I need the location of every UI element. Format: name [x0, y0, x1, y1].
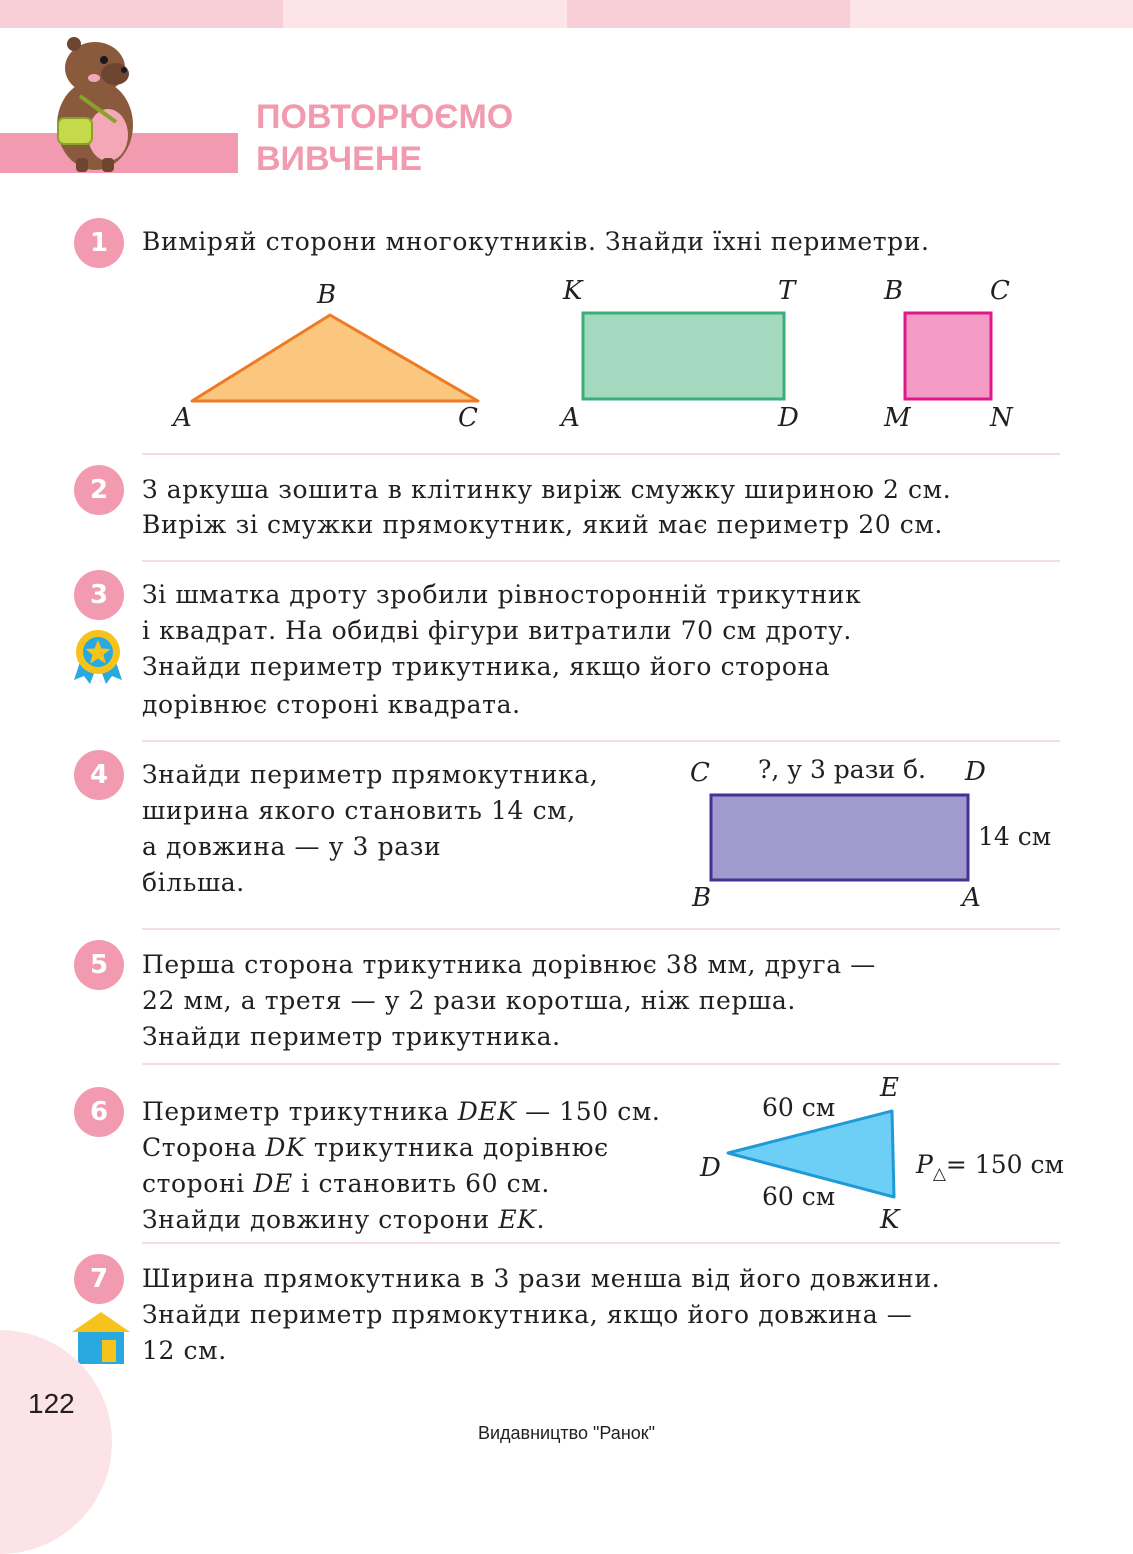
task3-line1: Зі шматка дроту зробили рівносторонній трикутник — [142, 580, 862, 609]
task-number-3: 3 — [74, 570, 124, 620]
task6-line4-a: Знайди довжину сторони — [142, 1205, 499, 1234]
fig4-top-label: ?, у 3 рази б. — [758, 755, 926, 784]
task-number-4: 4 — [74, 750, 124, 800]
separator-1 — [142, 453, 1060, 455]
triangle-label-a: A — [173, 403, 192, 433]
fig4-side-label: 14 см — [978, 822, 1052, 851]
house-icon — [70, 1310, 132, 1366]
triangle-abc — [180, 305, 490, 410]
task6-line3-a: стороні — [142, 1169, 254, 1198]
fig4-label-b: B — [692, 883, 712, 913]
task7-line1: Ширина прямокутника в 3 рази менша від його довжини. — [142, 1264, 941, 1293]
rect-label-d: D — [778, 403, 799, 433]
fig6-p-value: = 150 см — [945, 1150, 1064, 1179]
task2-line2: Виріж зі смужки прямокутник, який має периметр 20 см. — [142, 510, 943, 539]
publisher: Видавництво "Ранок" — [477, 1423, 656, 1443]
square-label-c: C — [990, 276, 1010, 306]
fig6-label-d: D — [700, 1153, 721, 1183]
square-label-m: M — [884, 403, 911, 433]
fig4-label-d: D — [965, 757, 986, 787]
task4-line2: ширина якого становить 14 см, — [142, 796, 576, 825]
task6-line2-a: Сторона — [142, 1133, 266, 1162]
fig4-label-c: C — [690, 758, 710, 788]
fig6-label-k: K — [880, 1205, 900, 1235]
task6-line4-b: EK — [498, 1205, 537, 1234]
task1-text: Виміряй сторони многокутників. Знайди їхні периметри. — [142, 227, 930, 256]
task6-line2-b: DK — [265, 1133, 306, 1162]
task3-line2: і квадрат. На обидві фігури витратили 70 см дроту. — [142, 616, 852, 645]
fig6-perimeter — [916, 1150, 1064, 1184]
task4-line1: Знайди периметр прямокутника, — [142, 760, 599, 789]
rectangle-ktda — [580, 310, 790, 404]
rect-label-k: K — [563, 276, 583, 306]
task3-line3: Знайди периметр трикутника, якщо його сторона — [142, 652, 831, 681]
top-stripe-4 — [850, 0, 1133, 28]
task5-line2: 22 мм, а третя — у 2 рази коротша, ніж перша. — [142, 986, 796, 1015]
task3-line4: дорівнює стороні квадрата. — [142, 690, 521, 719]
square-label-b: B — [884, 276, 904, 306]
top-stripe-1 — [0, 0, 283, 28]
top-stripe-2 — [283, 0, 567, 28]
fig6-de-label: 60 см — [762, 1093, 836, 1122]
square-label-n: N — [990, 403, 1013, 433]
task7-line2: Знайди периметр прямокутника, якщо його довжина — — [142, 1300, 913, 1329]
separator-6 — [142, 1242, 1060, 1244]
task-number-2: 2 — [74, 465, 124, 515]
page-title-line2: ВИВЧЕНЕ — [256, 140, 423, 178]
rectangle-cdab — [708, 792, 972, 884]
rect-label-a: A — [561, 403, 580, 433]
task-number-7: 7 — [74, 1254, 124, 1304]
task2-line1: З аркуша зошита в клітинку виріж смужку шириною 2 см. — [142, 475, 952, 504]
task-number-1: 1 — [74, 218, 124, 268]
medal-icon — [72, 628, 124, 686]
fig6-label-e: E — [880, 1073, 899, 1103]
separator-4 — [142, 928, 1060, 930]
triangle-label-b: B — [317, 280, 337, 310]
capybara-mascot-icon — [50, 30, 140, 175]
separator-2 — [142, 560, 1060, 562]
top-stripe-3 — [567, 0, 850, 28]
task6-line4 — [142, 1202, 545, 1238]
page-title-line1: ПОВТОРЮЄМО — [256, 98, 514, 136]
task6-line3-b: DE — [253, 1169, 293, 1198]
task4-line3: а довжина — у 3 рази — [142, 832, 442, 861]
task6-line3 — [142, 1166, 550, 1202]
fig6-p-letter: P — [916, 1150, 933, 1179]
task6-line1-b: DEK — [457, 1097, 517, 1126]
task6-line1 — [142, 1094, 660, 1130]
triangle-label-c: C — [458, 403, 478, 433]
page-number: 122 — [28, 1388, 75, 1419]
separator-3 — [142, 740, 1060, 742]
task6-line2 — [142, 1130, 609, 1166]
task-number-5: 5 — [74, 940, 124, 990]
task4-line4: більша. — [142, 868, 245, 897]
task-number-6: 6 — [74, 1087, 124, 1137]
task5-line1: Перша сторона трикутника дорівнює 38 мм, друга — — [142, 950, 876, 979]
task6-line1-c: — 150 см. — [516, 1097, 661, 1126]
fig6-p-sub: △ — [932, 1164, 946, 1184]
fig4-label-a: A — [962, 883, 981, 913]
task6-line1-a: Периметр трикутника — [142, 1097, 458, 1126]
rect-label-t: T — [778, 276, 796, 306]
task5-line3: Знайди периметр трикутника. — [142, 1022, 561, 1051]
task6-line4-c: . — [536, 1205, 546, 1234]
square-bcnm — [902, 310, 994, 404]
task6-line2-c: трикутника дорівнює — [305, 1133, 609, 1162]
task7-line3: 12 см. — [142, 1336, 227, 1365]
task6-line3-c: і становить 60 см. — [292, 1169, 550, 1198]
separator-5 — [142, 1063, 1060, 1065]
fig6-dk-label: 60 см — [762, 1182, 836, 1211]
